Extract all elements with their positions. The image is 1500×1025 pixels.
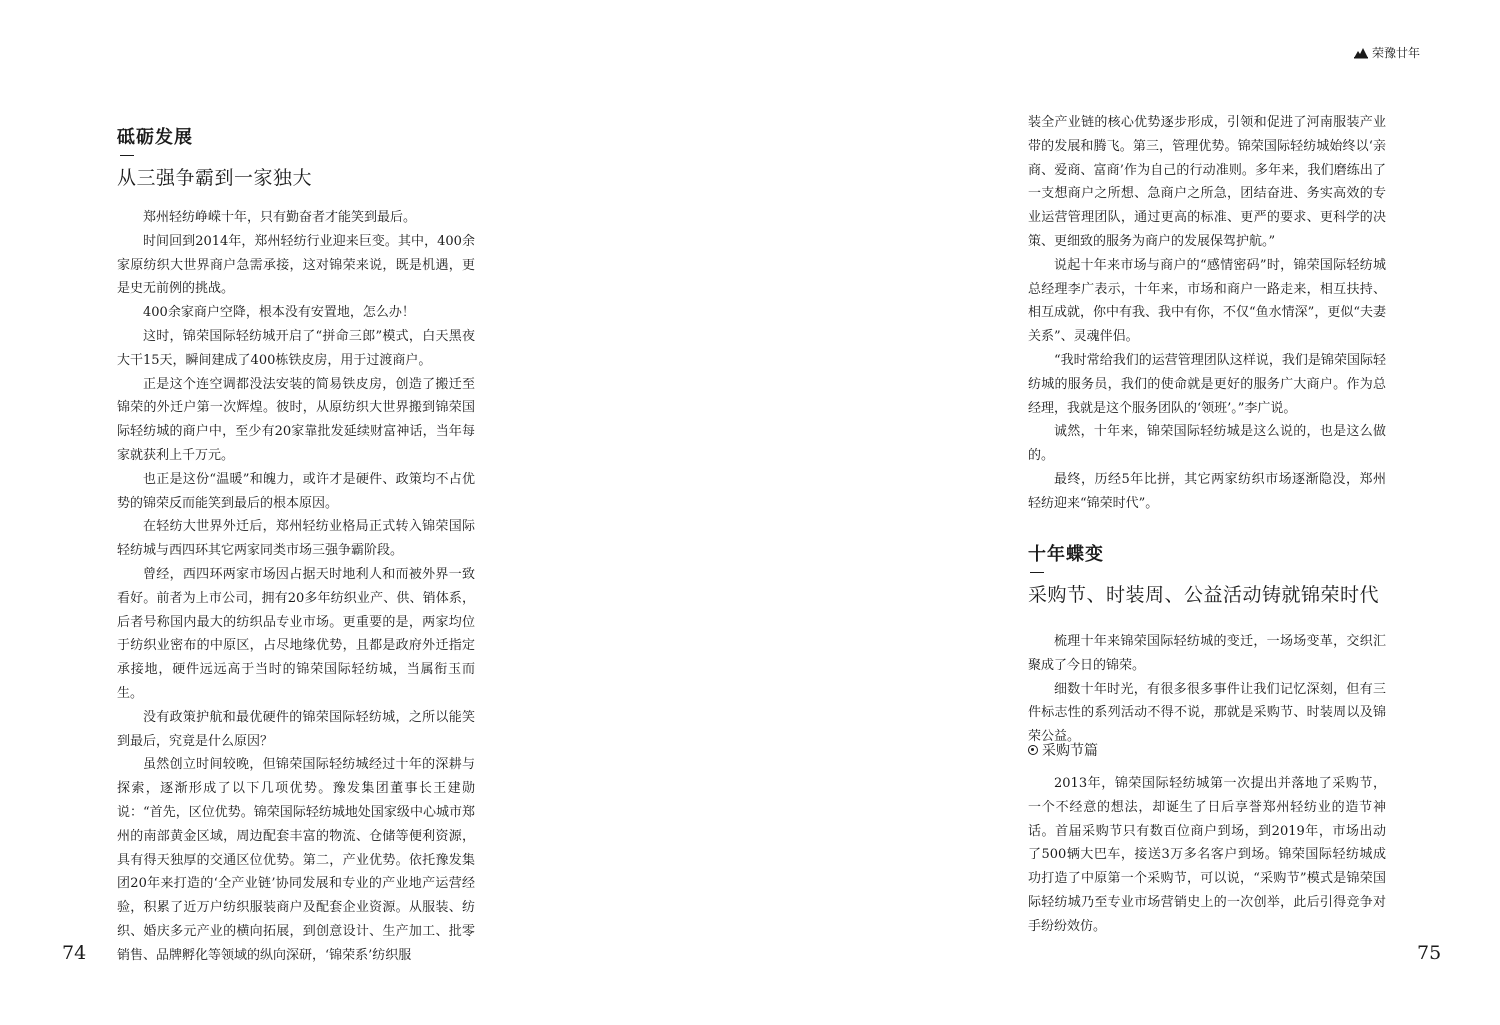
title-divider <box>120 155 134 156</box>
paragraph: 正是这个连空调都没法安装的简易铁皮房，创造了搬迁至锦荣的外迁户第一次辉煌。彼时，从原纺织大世界搬到锦荣国际轻纺城的商户中，至少有20家靠批发延续财富神话，当年每家就获利上千万元。 <box>117 376 475 463</box>
paragraph: 最终，历经5年比拼，其它两家纺织市场逐渐隐没，郑州轻纺迎来“锦荣时代”。 <box>1028 471 1386 511</box>
body-text-bottom <box>1028 772 1386 939</box>
section-subtitle: 从三强争霸到一家独大 <box>117 167 313 189</box>
subheading <box>1028 740 1098 760</box>
paragraph: 没有政策护航和最优硬件的锦荣国际轻纺城，之所以能笑到最后，究竟是什么原因？ <box>117 709 475 749</box>
logo-icon <box>1353 47 1369 59</box>
paragraph: 梳理十年来锦荣国际轻纺城的变迁，一场场变革，交织汇聚成了今日的锦荣。 <box>1028 634 1386 673</box>
running-head-text: 荣豫廿年 <box>1372 46 1421 60</box>
paragraph: 曾经，西四环两家市场因占据天时地利人和而被外界一致看好。前者为上市公司，拥有20多年纺织业产、供、销体系，后者号称国内最大的纺织品专业市场。更重要的是，两家均位于纺织业密布的中原区，占尽地缘优势，且都是政府外迁指定承接地，硬件远远高于当时的锦荣国际轻纺城，当属衔玉而生。 <box>117 566 475 701</box>
section-title: 十年蝶变 <box>1028 544 1104 565</box>
paragraph: 说起十年来市场与商户的“感情密码”时，锦荣国际轻纺城总经理李广表示，十年来，市场和商户一路走来，相互扶持、相互成就，你中有我、我中有你，不仅“鱼水情深”，更似“夫妻关系”、灵魂伴侣。 <box>1028 257 1386 345</box>
body-text-middle <box>1028 630 1386 749</box>
paragraph: 装全产业链的核心优势逐步形成，引领和促进了河南服装产业带的发展和腾飞。第三，管理优势。锦荣国际轻纺城始终以‘亲商、爱商、富商’作为自己的行动准则。多年来，我们磨练出了一支想商户之所想、急商户之所急，团结奋进、务实高效的专业运营管理团队，通过更高的标准、更严的要求、更科学的决策、更细致的服务为商户的发展保驾护航。” <box>1028 115 1386 249</box>
subheading-text: 采购节篇 <box>1042 743 1098 759</box>
section-title: 砥砺发展 <box>117 127 193 148</box>
body-text-top <box>1028 111 1386 516</box>
paragraph: 时间回到2014年，郑州轻纺行业迎来巨变。其中，400余家原纺织大世界商户急需承接，这对锦荣来说，既是机遇，更是史无前例的挑战。 <box>117 233 475 297</box>
paragraph: 也正是这份“温暖”和魄力，或许才是硬件、政策均不占优势的锦荣反而能笑到最后的根本原因。 <box>117 471 475 511</box>
body-text <box>117 206 475 968</box>
running-head <box>1353 44 1420 61</box>
right-page <box>750 0 1500 1025</box>
paragraph: 2013年，锦荣国际轻纺城第一次提出并落地了采购节，一个不经意的想法，却诞生了日后享誉郑州轻纺业的造节神话。首届采购节只有数百位商户到场，到2019年，市场出动了500辆大巴车，接送3万多名客户到场。锦荣国际轻纺城成功打造了中原第一个采购节，可以说，“采购节”模式是锦荣国际轻纺城乃至专业市场营销史上的一次创举，此后引得竞争对手纷纷效仿。 <box>1028 776 1386 934</box>
paragraph: 诚然，十年来，锦荣国际轻纺城是这么说的，也是这么做的。 <box>1028 424 1386 464</box>
page-number: 75 <box>1417 942 1442 964</box>
paragraph: 400余家商户空降，根本没有安置地，怎么办！ <box>143 305 415 321</box>
paragraph: 虽然创立时间较晚，但锦荣国际轻纺城经过十年的深耕与探索，逐渐形成了以下几项优势。豫发集团董事长王建勋说：“首先，区位优势。锦荣国际轻纺城地处国家级中心城市郑州的南部黄金区域，周边配套丰富的物流、仓储等便利资源，具有得天独厚的交通区位优势。第二，产业优势。依托豫发集团20年来打造的‘全产业链’协同发展和专业的产业地产运营经验，积累了近万户纺织服装商户及配套企业资源。从服装、纺织、婚庆多元产业的横向拓展，到创意设计、生产加工、批零销售、品牌孵化等领域的纵向深研，‘锦荣系’纺织服 <box>117 757 475 963</box>
paragraph: 郑州轻纺峥嵘十年，只有勤奋者才能笑到最后。 <box>143 210 417 225</box>
bullet-icon <box>1028 745 1038 755</box>
paragraph: 在轻纺大世界外迁后，郑州轻纺业格局正式转入锦荣国际轻纺城与西四环其它两家同类市场三强争霸阶段。 <box>117 519 475 559</box>
paragraph: 细数十年时光，有很多很多事件让我们记忆深刻，但有三件标志性的系列活动不得不说，那就是采购节、时装周以及锦荣公益。 <box>1028 681 1386 745</box>
paragraph: “我时常给我们的运营管理团队这样说，我们是锦荣国际轻纺城的服务员，我们的使命就是更好的服务广大商户。作为总经理，我就是这个服务团队的‘领班’。”李广说。 <box>1028 352 1386 416</box>
section-subtitle: 采购节、时装周、公益活动铸就锦荣时代 <box>1028 584 1380 606</box>
title-divider <box>1030 572 1044 573</box>
page-number: 74 <box>62 942 87 964</box>
paragraph: 这时，锦荣国际轻纺城开启了“拼命三郎”模式，白天黑夜大干15天，瞬间建成了400栋铁皮房，用于过渡商户。 <box>117 328 475 368</box>
